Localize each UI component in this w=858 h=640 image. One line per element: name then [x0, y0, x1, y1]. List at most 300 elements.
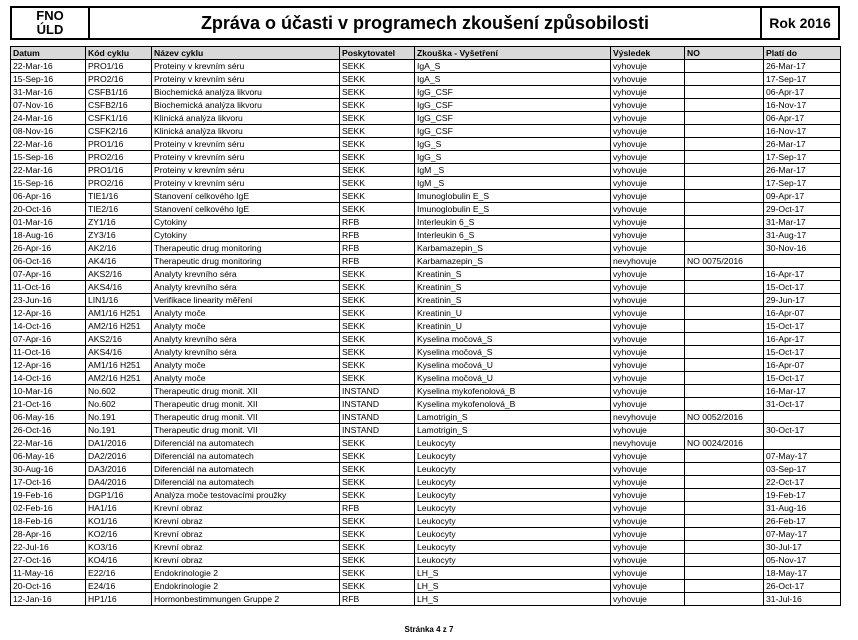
table-cell: 26-Mar-17	[764, 138, 841, 151]
table-cell: 31-Aug-16	[764, 502, 841, 515]
table-cell: Proteiny v krevním séru	[152, 73, 340, 86]
table-cell: Krevní obraz	[152, 528, 340, 541]
table-cell: 22-Jul-16	[11, 541, 86, 554]
table-cell: SEKK	[340, 151, 415, 164]
table-cell: 28-Apr-16	[11, 528, 86, 541]
table-cell: 20-Oct-16	[11, 580, 86, 593]
table-cell: 26-Oct-16	[11, 424, 86, 437]
table-cell	[685, 554, 764, 567]
table-cell: TIE2/16	[86, 203, 152, 216]
table-cell: INSTAND	[340, 385, 415, 398]
table-row	[11, 528, 841, 541]
table-row	[11, 281, 841, 294]
table-cell: E22/16	[86, 567, 152, 580]
table-cell: KO2/16	[86, 528, 152, 541]
table-cell: vyhovuje	[611, 489, 685, 502]
table-cell: Stanovení celkového IgE	[152, 203, 340, 216]
report-year: Rok 2016	[760, 8, 838, 38]
table-cell: vyhovuje	[611, 229, 685, 242]
table-cell: vyhovuje	[611, 463, 685, 476]
table-cell: 12-Apr-16	[11, 307, 86, 320]
table-cell: 17-Sep-17	[764, 73, 841, 86]
table-cell: 27-Oct-16	[11, 554, 86, 567]
table-cell: 06-Apr-17	[764, 112, 841, 125]
table-cell: Leukocyty	[415, 437, 611, 450]
table-cell: PRO2/16	[86, 177, 152, 190]
table-cell: Interleukin 6_S	[415, 216, 611, 229]
table-cell: AK2/16	[86, 242, 152, 255]
table-cell	[685, 515, 764, 528]
table-cell: vyhovuje	[611, 216, 685, 229]
table-cell: 19-Feb-16	[11, 489, 86, 502]
table-row	[11, 190, 841, 203]
table-cell: Therapeutic drug monit. VII	[152, 411, 340, 424]
table-cell: SEKK	[340, 138, 415, 151]
table-cell: 20-Oct-16	[11, 203, 86, 216]
table-cell: 30-Aug-16	[11, 463, 86, 476]
table-cell: 18-Aug-16	[11, 229, 86, 242]
table-cell: IgA_S	[415, 60, 611, 73]
table-row	[11, 567, 841, 580]
table-cell: vyhovuje	[611, 580, 685, 593]
table-cell: IgG_S	[415, 138, 611, 151]
table-cell: 09-Apr-17	[764, 190, 841, 203]
table-row	[11, 242, 841, 255]
table-cell: RFB	[340, 255, 415, 268]
table-cell: SEKK	[340, 463, 415, 476]
table-row	[11, 398, 841, 411]
table-cell: 15-Sep-16	[11, 177, 86, 190]
table-cell: 16-Nov-17	[764, 99, 841, 112]
table-cell: 29-Oct-17	[764, 203, 841, 216]
table-cell: SEKK	[340, 320, 415, 333]
table-cell: 26-Mar-17	[764, 164, 841, 177]
table-cell: vyhovuje	[611, 294, 685, 307]
table-cell	[685, 125, 764, 138]
table-cell: AM1/16 H251	[86, 359, 152, 372]
table-cell: vyhovuje	[611, 593, 685, 606]
table-cell	[685, 333, 764, 346]
table-cell	[685, 203, 764, 216]
table-cell: Kreatinin_S	[415, 268, 611, 281]
table-cell: Analyty moče	[152, 320, 340, 333]
table-cell: 19-Feb-17	[764, 489, 841, 502]
table-row	[11, 177, 841, 190]
table-cell: RFB	[340, 229, 415, 242]
table-row	[11, 268, 841, 281]
table-cell: Leukocyty	[415, 515, 611, 528]
table-cell: No.602	[86, 398, 152, 411]
table-cell	[685, 307, 764, 320]
column-header: Datum	[11, 47, 86, 60]
table-row	[11, 424, 841, 437]
table-cell: Cytokiny	[152, 216, 340, 229]
org-line-1: FNO	[36, 8, 64, 23]
table-cell	[685, 190, 764, 203]
table-cell	[685, 476, 764, 489]
table-cell: Karbamazepin_S	[415, 242, 611, 255]
table-cell: vyhovuje	[611, 385, 685, 398]
table-cell: vyhovuje	[611, 138, 685, 151]
table-cell: 17-Sep-17	[764, 177, 841, 190]
table-cell: IgM _S	[415, 164, 611, 177]
table-cell: vyhovuje	[611, 268, 685, 281]
table-cell	[685, 268, 764, 281]
table-cell: 08-Nov-16	[11, 125, 86, 138]
table-cell: 22-Mar-16	[11, 437, 86, 450]
table-cell	[685, 359, 764, 372]
table-cell: 03-Sep-17	[764, 463, 841, 476]
organization-cell	[12, 8, 90, 38]
table-cell: E24/16	[86, 580, 152, 593]
column-header: Poskytovatel	[340, 47, 415, 60]
table-cell: Proteiny v krevním séru	[152, 138, 340, 151]
table-cell: PRO2/16	[86, 73, 152, 86]
table-cell: vyhovuje	[611, 515, 685, 528]
table-cell: 06-Oct-16	[11, 255, 86, 268]
table-cell: 07-Apr-16	[11, 333, 86, 346]
table-row	[11, 541, 841, 554]
table-cell: Proteiny v krevním séru	[152, 151, 340, 164]
table-cell: Krevní obraz	[152, 541, 340, 554]
table-cell: Hormonbestimmungen Gruppe 2	[152, 593, 340, 606]
table-cell	[685, 346, 764, 359]
table-cell: 11-May-16	[11, 567, 86, 580]
table-cell: vyhovuje	[611, 112, 685, 125]
table-cell: 07-May-17	[764, 450, 841, 463]
table-cell: PRO2/16	[86, 151, 152, 164]
table-cell: Kyselina mykofenolová_B	[415, 398, 611, 411]
table-cell	[685, 99, 764, 112]
table-cell	[685, 86, 764, 99]
column-header: Zkouška - Vyšetření	[415, 47, 611, 60]
table-cell: vyhovuje	[611, 346, 685, 359]
table-cell: ZY3/16	[86, 229, 152, 242]
table-cell: DA2/2016	[86, 450, 152, 463]
table-cell: SEKK	[340, 177, 415, 190]
table-cell: 12-Jan-16	[11, 593, 86, 606]
table-cell: 16-Apr-07	[764, 359, 841, 372]
table-cell: 22-Mar-16	[11, 138, 86, 151]
table-cell: Therapeutic drug monitoring	[152, 255, 340, 268]
table-cell: 31-Jul-16	[764, 593, 841, 606]
table-cell: 15-Sep-16	[11, 73, 86, 86]
table-cell: 31-Oct-17	[764, 398, 841, 411]
table-cell: 05-Nov-17	[764, 554, 841, 567]
table-cell: vyhovuje	[611, 372, 685, 385]
table-cell: vyhovuje	[611, 502, 685, 515]
table-cell: vyhovuje	[611, 541, 685, 554]
table-cell: RFB	[340, 593, 415, 606]
table-cell: 21-Oct-16	[11, 398, 86, 411]
table-cell	[685, 398, 764, 411]
table-cell: 22-Oct-17	[764, 476, 841, 489]
table-cell: NO 0052/2016	[685, 411, 764, 424]
table-cell: SEKK	[340, 580, 415, 593]
table-cell: Therapeutic drug monit. XII	[152, 385, 340, 398]
table-cell: 22-Mar-16	[11, 164, 86, 177]
table-cell: LIN1/16	[86, 294, 152, 307]
table-cell: 30-Nov-16	[764, 242, 841, 255]
table-cell: IgG_CSF	[415, 112, 611, 125]
table-cell: 26-Oct-17	[764, 580, 841, 593]
table-row	[11, 60, 841, 73]
table-row	[11, 151, 841, 164]
table-cell: 15-Oct-17	[764, 281, 841, 294]
table-cell: 07-Apr-16	[11, 268, 86, 281]
table-cell	[685, 593, 764, 606]
table-cell	[685, 138, 764, 151]
table-cell: Interleukin 6_S	[415, 229, 611, 242]
table-cell: LH_S	[415, 580, 611, 593]
table-cell	[685, 372, 764, 385]
table-cell: Leukocyty	[415, 450, 611, 463]
table-cell: Kreatinin_S	[415, 294, 611, 307]
table-row	[11, 502, 841, 515]
table-cell: 12-Apr-16	[11, 359, 86, 372]
table-row	[11, 320, 841, 333]
table-cell: DA1/2016	[86, 437, 152, 450]
table-cell	[685, 164, 764, 177]
table-cell: 22-Mar-16	[11, 60, 86, 73]
table-cell: PRO1/16	[86, 138, 152, 151]
table-cell: No.191	[86, 411, 152, 424]
table-cell: SEKK	[340, 489, 415, 502]
table-cell: vyhovuje	[611, 307, 685, 320]
table-cell: NO 0075/2016	[685, 255, 764, 268]
table-row	[11, 229, 841, 242]
table-cell: vyhovuje	[611, 203, 685, 216]
table-row	[11, 476, 841, 489]
table-cell: CSFK2/16	[86, 125, 152, 138]
table-cell: Proteiny v krevním séru	[152, 177, 340, 190]
table-cell: 10-Mar-16	[11, 385, 86, 398]
table-cell: vyhovuje	[611, 333, 685, 346]
table-cell: Imunoglobulin E_S	[415, 203, 611, 216]
table-cell: DA4/2016	[86, 476, 152, 489]
table-cell: RFB	[340, 242, 415, 255]
table-cell: SEKK	[340, 541, 415, 554]
table-cell: vyhovuje	[611, 424, 685, 437]
table-cell: Kreatinin_S	[415, 281, 611, 294]
table-cell: SEKK	[340, 567, 415, 580]
table-cell: Endokrinologie 2	[152, 567, 340, 580]
table-row	[11, 333, 841, 346]
table-cell: CSFK1/16	[86, 112, 152, 125]
table-cell: Analyty moče	[152, 359, 340, 372]
table-cell: SEKK	[340, 203, 415, 216]
table-cell	[685, 281, 764, 294]
table-cell: vyhovuje	[611, 567, 685, 580]
table-cell: 31-Aug-17	[764, 229, 841, 242]
table-row	[11, 112, 841, 125]
table-cell: Leukocyty	[415, 502, 611, 515]
table-cell: Analyty krevního séra	[152, 333, 340, 346]
table-cell: CSFB2/16	[86, 99, 152, 112]
table-cell: NO 0024/2016	[685, 437, 764, 450]
page-footer: Stránka 4 z 7	[404, 625, 454, 634]
table-cell: INSTAND	[340, 398, 415, 411]
table-cell: Klinická analýza likvoru	[152, 112, 340, 125]
table-cell: 16-Apr-17	[764, 268, 841, 281]
table-cell: Klinická analýza likvoru	[152, 125, 340, 138]
column-header: Výsledek	[611, 47, 685, 60]
table-cell: Proteiny v krevním séru	[152, 60, 340, 73]
table-cell: vyhovuje	[611, 320, 685, 333]
table-row	[11, 554, 841, 567]
table-row	[11, 437, 841, 450]
table-cell: vyhovuje	[611, 554, 685, 567]
table-cell: 02-Feb-16	[11, 502, 86, 515]
table-cell: 11-Oct-16	[11, 281, 86, 294]
table-cell	[685, 216, 764, 229]
table-cell: AM2/16 H251	[86, 320, 152, 333]
table-cell: 16-Apr-17	[764, 333, 841, 346]
table-cell: 15-Oct-17	[764, 320, 841, 333]
report-title: Zpráva o účasti v programech zkoušení způsobilosti	[200, 12, 650, 33]
table-cell: 24-Mar-16	[11, 112, 86, 125]
table-cell: IgG_CSF	[415, 125, 611, 138]
table-cell: vyhovuje	[611, 125, 685, 138]
table-cell	[685, 450, 764, 463]
table-row	[11, 372, 841, 385]
table-cell: Kyselina močová_S	[415, 346, 611, 359]
table-cell: IgM _S	[415, 177, 611, 190]
table-cell: Kyselina močová_U	[415, 372, 611, 385]
table-cell: Analyty moče	[152, 372, 340, 385]
table-cell: SEKK	[340, 476, 415, 489]
table-cell: IgG_CSF	[415, 86, 611, 99]
table-cell: Kyselina mykofenolová_B	[415, 385, 611, 398]
table-cell: DGP1/16	[86, 489, 152, 502]
table-cell	[685, 60, 764, 73]
table-cell: vyhovuje	[611, 528, 685, 541]
table-cell: Krevní obraz	[152, 554, 340, 567]
table-cell: Leukocyty	[415, 489, 611, 502]
table-cell: 14-Oct-16	[11, 372, 86, 385]
table-cell	[685, 489, 764, 502]
table-cell: 06-Apr-17	[764, 86, 841, 99]
table-cell: nevyhovuje	[611, 411, 685, 424]
table-cell: HP1/16	[86, 593, 152, 606]
table-row	[11, 580, 841, 593]
table-cell: vyhovuje	[611, 177, 685, 190]
table-cell: 14-Oct-16	[11, 320, 86, 333]
table-cell: Verifikace linearity měření	[152, 294, 340, 307]
table-cell: SEKK	[340, 333, 415, 346]
table-cell: AKS4/16	[86, 346, 152, 359]
table-row	[11, 203, 841, 216]
table-row	[11, 294, 841, 307]
table-row	[11, 86, 841, 99]
table-row	[11, 138, 841, 151]
table-cell: IgG_CSF	[415, 99, 611, 112]
table-cell	[685, 463, 764, 476]
table-row	[11, 593, 841, 606]
table-cell: SEKK	[340, 372, 415, 385]
table-cell	[685, 229, 764, 242]
table-cell: 06-May-16	[11, 450, 86, 463]
table-cell: SEKK	[340, 86, 415, 99]
table-cell: vyhovuje	[611, 86, 685, 99]
table-cell: 16-Nov-17	[764, 125, 841, 138]
table-cell: HA1/16	[86, 502, 152, 515]
table-cell: 06-Apr-16	[11, 190, 86, 203]
table-cell: 16-Mar-17	[764, 385, 841, 398]
table-cell: SEKK	[340, 281, 415, 294]
table-cell: 11-Oct-16	[11, 346, 86, 359]
column-header: Název cyklu	[152, 47, 340, 60]
table-cell: 17-Sep-17	[764, 151, 841, 164]
table-cell: Leukocyty	[415, 554, 611, 567]
table-cell: AM1/16 H251	[86, 307, 152, 320]
table-cell: SEKK	[340, 112, 415, 125]
table-cell: vyhovuje	[611, 151, 685, 164]
table-cell: 26-Mar-17	[764, 60, 841, 73]
proficiency-table	[10, 46, 841, 606]
table-cell	[685, 528, 764, 541]
table-cell: Diferenciál na automatech	[152, 450, 340, 463]
table-cell	[685, 151, 764, 164]
table-cell: SEKK	[340, 515, 415, 528]
table-cell: vyhovuje	[611, 281, 685, 294]
table-cell: CSFB1/16	[86, 86, 152, 99]
table-cell	[764, 437, 841, 450]
table-cell: 23-Jun-16	[11, 294, 86, 307]
table-cell: SEKK	[340, 73, 415, 86]
table-cell	[685, 177, 764, 190]
table-cell: Kyselina močová_S	[415, 333, 611, 346]
table-cell: Diferenciál na automatech	[152, 437, 340, 450]
table-cell	[685, 424, 764, 437]
table-cell: RFB	[340, 216, 415, 229]
table-row	[11, 164, 841, 177]
table-cell: SEKK	[340, 164, 415, 177]
table-cell: No.191	[86, 424, 152, 437]
table-cell: SEKK	[340, 190, 415, 203]
table-cell: SEKK	[340, 99, 415, 112]
table-cell: 15-Sep-16	[11, 151, 86, 164]
table-cell: SEKK	[340, 60, 415, 73]
table-cell: Therapeutic drug monitoring	[152, 242, 340, 255]
table-cell: LH_S	[415, 567, 611, 580]
table-cell: INSTAND	[340, 411, 415, 424]
table-cell: SEKK	[340, 528, 415, 541]
table-cell: KO4/16	[86, 554, 152, 567]
table-cell: Lamotrigin_S	[415, 411, 611, 424]
table-cell	[685, 294, 764, 307]
table-cell: 30-Jul-17	[764, 541, 841, 554]
table-cell: Stanovení celkového IgE	[152, 190, 340, 203]
table-cell: vyhovuje	[611, 99, 685, 112]
table-cell: Endokrinologie 2	[152, 580, 340, 593]
table-body	[11, 60, 841, 606]
table-cell: Leukocyty	[415, 528, 611, 541]
table-cell: RFB	[340, 502, 415, 515]
table-cell: nevyhovuje	[611, 437, 685, 450]
table-cell: 15-Oct-17	[764, 372, 841, 385]
table-row	[11, 463, 841, 476]
table-cell: Imunoglobulin E_S	[415, 190, 611, 203]
table-cell: IgG_S	[415, 151, 611, 164]
table-cell: AKS4/16	[86, 281, 152, 294]
table-cell: vyhovuje	[611, 450, 685, 463]
table-cell	[685, 385, 764, 398]
table-cell: INSTAND	[340, 424, 415, 437]
table-cell: LH_S	[415, 593, 611, 606]
column-header: NO	[685, 47, 764, 60]
table-cell: TIE1/16	[86, 190, 152, 203]
